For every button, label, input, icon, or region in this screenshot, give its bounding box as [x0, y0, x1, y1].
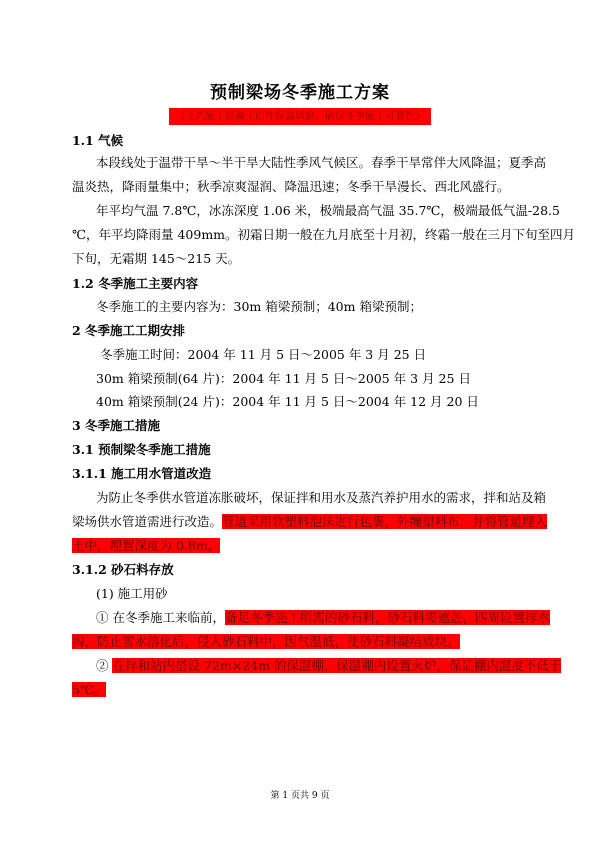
highlighted-text: 管道采用软塑料泡沫进行包裹，外缠塑料布，并将管道埋入: [222, 514, 548, 529]
paragraph-line: 为防止冬季供水管道冻胀破坏，保证拌和用水及蒸汽养护用水的需求，拌和站及箱: [96, 490, 547, 505]
highlighted-text: 5℃。: [72, 682, 107, 697]
highlighted-text: 土中，埋置深度为 0.8m。: [72, 538, 221, 553]
plain-text: ① 在冬季施工来临前，: [96, 610, 225, 625]
list-item: [96, 656, 561, 674]
section-heading-2: 2 冬季施工工期安排: [72, 323, 186, 338]
paragraph-line: ℃，年平均降雨量 409mm。初霜日期一般在九月底至十月初，终霜一般在三月下旬至四月: [72, 227, 576, 242]
list-item-cont: [72, 680, 106, 698]
list-item-cont: [72, 632, 460, 650]
document-title: 预制梁场冬季施工方案: [210, 83, 390, 103]
plain-text: ②: [96, 658, 113, 673]
banner-wrap: [0, 104, 600, 125]
paragraph-line: 下旬，无霜期 145～215 天。: [72, 251, 241, 266]
paragraph-line: 温炎热，降雨量集中；秋季凉爽湿润、降温迅速；冬季干旱漫长、西北风盛行。: [72, 179, 510, 194]
section-heading-3-1-2: 3.1.2 砂石料存放: [72, 562, 174, 577]
plain-text: 梁场供水管道需进行改造。: [72, 514, 223, 529]
red-banner: （正式施工混凝土前作保温试验，确保冬季施工可靠性）: [169, 108, 431, 125]
highlighted-text: 在拌和站内搭设 72m×24m 的保温棚，保温棚内设置火炉，保证棚内温度不低于: [112, 658, 562, 673]
section-heading-3-1: 3.1 预制梁冬季施工措施: [72, 442, 211, 457]
schedule-line: 30m 箱梁预制(64 片)：2004 年 11 月 5 日～2005 年 3 月 25 日: [96, 371, 471, 386]
paragraph-line: 冬季施工的主要内容为：30m 箱梁预制；40m 箱梁预制；: [96, 299, 422, 314]
paragraph-line: [72, 512, 547, 530]
paragraph-line: 年平均气温 7.8℃，冰冻深度 1.06 米，极端最高气温 35.7℃，极端最低气温-28.5: [96, 203, 560, 218]
section-heading-3-1-1: 3.1.1 施工用水管道改造: [72, 466, 212, 481]
highlighted-text: 备足冬季施工所需的砂石料，砂石料需遮盖，四周设置排水: [224, 610, 550, 625]
section-heading-1-1: 1.1 气候: [72, 133, 124, 148]
page-footer: 第 1 页共 9 页: [270, 791, 330, 801]
section-heading-1-2: 1.2 冬季施工主要内容: [72, 276, 199, 291]
sub-item: (1) 施工用砂: [96, 586, 168, 601]
paragraph-line: 本段线处于温带干旱～半干旱大陆性季风气候区。春季干旱常伴大风降温；夏季高: [96, 155, 547, 170]
list-item: [96, 608, 550, 626]
highlighted-text: 沟，防止雪水溶化后，侵入砂石料中，因气温低，使砂石料凝结成块。: [72, 634, 460, 649]
paragraph-line: [72, 536, 220, 554]
section-heading-3: 3 冬季施工措施: [72, 418, 161, 433]
schedule-line: 冬季施工时间：2004 年 11 月 5 日～2005 年 3 月 25 日: [100, 347, 427, 362]
schedule-line: 40m 箱梁预制(24 片)：2004 年 11 月 5 日～2004 年 12 月 20 日: [96, 394, 479, 409]
